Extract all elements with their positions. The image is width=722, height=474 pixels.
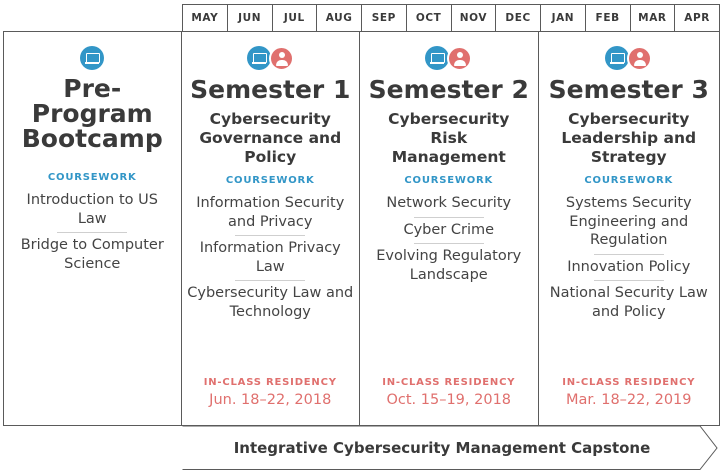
- person-icon: [447, 46, 472, 71]
- residency-date: Mar. 18–22, 2019: [565, 392, 692, 408]
- month-feb: FEB: [586, 5, 631, 31]
- coursework-label: COURSEWORK: [225, 175, 315, 186]
- course-list: [185, 190, 355, 325]
- month-mar: MAR: [631, 5, 676, 31]
- course-item: Innovation Policy: [544, 254, 714, 281]
- course-item: National Security Law and Policy: [544, 280, 714, 325]
- month-jun: JUN: [228, 5, 273, 31]
- laptop-icon: [605, 46, 629, 70]
- month-jul: JUL: [273, 5, 318, 31]
- semester-subtitle: Cybersecurity Risk Management: [388, 110, 510, 166]
- laptop-icon: [80, 46, 104, 70]
- semester-subtitle: Cybersecurity Governance and Policy: [199, 110, 342, 166]
- course-item: Cybersecurity Law and Technology: [185, 280, 355, 325]
- course-item: Evolving Regulatory Landscape: [364, 243, 534, 288]
- residency-date: Jun. 18–22, 2018: [209, 392, 332, 408]
- course-item: Information Privacy Law: [185, 235, 355, 280]
- semester-title: Semester 1: [190, 75, 351, 104]
- course-item: Introduction to US Law: [26, 192, 158, 227]
- month-apr: APR: [684, 12, 710, 24]
- bootcamp-title: Pre-Program Bootcamp: [21, 74, 163, 153]
- month-sep: SEP: [362, 5, 407, 31]
- course-item: Systems Security Engineering and Regulation: [565, 195, 692, 248]
- person-icon: [269, 46, 294, 71]
- coursework-label: COURSEWORK: [404, 175, 494, 186]
- course-item: Network Security: [386, 195, 512, 211]
- month-aug: AUG: [317, 5, 362, 31]
- course-item: Bridge to Computer Science: [12, 232, 172, 277]
- residency-label: IN-CLASS RESIDENCY: [562, 377, 696, 388]
- residency: [182, 377, 360, 408]
- course-list: [12, 187, 172, 277]
- residency: [360, 377, 538, 408]
- coursework-label: COURSEWORK: [584, 175, 674, 186]
- course-item: Information Security and Privacy: [196, 195, 345, 230]
- semester-2-column: [360, 32, 539, 425]
- capstone-label: Integrative Cybersecurity Management Capstone: [233, 439, 651, 457]
- semester-3-column: [539, 32, 720, 425]
- laptop-icon: [425, 46, 449, 70]
- course-item: Cyber Crime: [364, 217, 534, 244]
- month-oct: OCT: [407, 5, 452, 31]
- laptop-icon: [247, 46, 271, 70]
- month-header: [182, 4, 720, 32]
- coursework-label: COURSEWORK: [47, 172, 137, 183]
- program-grid: [3, 31, 720, 426]
- residency-label: IN-CLASS RESIDENCY: [203, 377, 337, 388]
- person-icon: [627, 46, 652, 71]
- semester-subtitle: Cybersecurity Leadership and Strategy: [561, 110, 697, 166]
- capstone-banner: [182, 426, 718, 470]
- course-list: [544, 190, 714, 325]
- month-may: MAY: [183, 5, 228, 31]
- month-jan: JAN: [541, 5, 586, 31]
- residency: [539, 377, 720, 408]
- course-list: [364, 190, 534, 288]
- month-dec: DEC: [496, 5, 541, 31]
- month-nov: NOV: [452, 5, 497, 31]
- residency-date: Oct. 15–19, 2018: [386, 392, 512, 408]
- semester-title: Semester 3: [548, 75, 709, 104]
- semester-title: Semester 2: [368, 75, 529, 104]
- residency-label: IN-CLASS RESIDENCY: [382, 377, 516, 388]
- semester-1-column: [182, 32, 361, 425]
- bootcamp-column: [4, 32, 182, 425]
